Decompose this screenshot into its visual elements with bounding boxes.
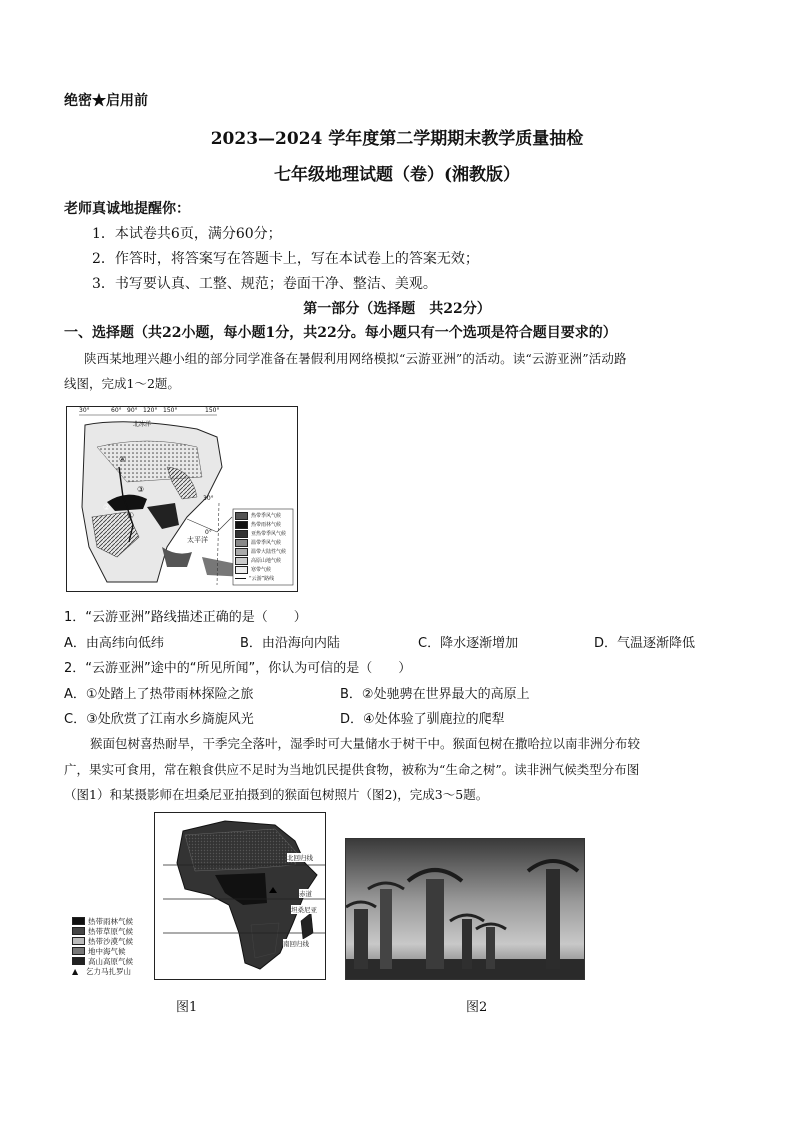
lon-label: 150°	[205, 407, 220, 414]
passage-line: 陕西某地理兴趣小组的部分同学准备在暑假利用网络模拟“云游亚洲”的活动。读“云游亚洲”活动路	[84, 351, 627, 366]
answer-option[interactable]: B．②处驰骋在世界最大的高原上	[340, 687, 530, 702]
route-marker: ③	[137, 485, 145, 494]
notice-item: 3．书写要认真、工整、规范；卷面干净、整洁、美观。	[92, 276, 437, 292]
notice-item: 1．本试卷共6页，满分60分；	[92, 226, 282, 242]
question-stem: 1．“云游亚洲”路线描述正确的是（ ）	[64, 610, 307, 625]
passage-line: （图1）和某摄影师在坦桑尼亚拍摄到的猴面包树照片（图2)，完成3～5题。	[64, 787, 489, 802]
exam-title: 2023—2024 学年度第二学期期末教学质量抽检	[210, 129, 584, 149]
figure-caption: 图1	[176, 1000, 198, 1015]
legend-label: 热带沙漠气候	[88, 936, 133, 946]
passage-line: 线图，完成1～2题。	[64, 376, 180, 391]
answer-option[interactable]: A．①处踏上了热带雨林探险之旅	[64, 687, 254, 702]
legend-item	[72, 946, 133, 956]
lat-label: 30°	[203, 495, 214, 502]
equator-label: 赤道	[299, 890, 312, 898]
route-marker: ①	[127, 511, 135, 520]
legend-label: 地中海气候	[88, 946, 126, 956]
part-title: 第一部分（选择题 共22分）	[303, 301, 491, 317]
africa-climate-map	[154, 812, 326, 980]
legend-label: 热带季风气候	[251, 513, 282, 519]
notice-heading: 老师真诚地提醒你：	[64, 201, 190, 217]
exam-subtitle: 七年级地理试题（卷）(湘教版）	[273, 165, 521, 185]
legend-label: 寒带气候	[251, 567, 272, 573]
legend-item	[72, 916, 133, 926]
legend-item	[235, 574, 286, 583]
tropic-of-cancer-label: 北回归线	[287, 854, 313, 862]
legend-label: 热带草原气候	[88, 926, 133, 936]
legend-label: 高山高原气候	[88, 956, 133, 966]
question-stem: 2．“云游亚洲”途中的“所见所闻”，你认为可信的是（ ）	[64, 661, 412, 676]
legend-label: 温带大陆性气候	[251, 549, 287, 555]
legend-swatch	[235, 512, 248, 520]
legend-swatch	[72, 917, 85, 925]
legend-item	[235, 538, 286, 547]
answer-option[interactable]: C．降水逐渐增加	[418, 636, 519, 651]
legend-swatch	[235, 548, 248, 556]
legend-swatch	[235, 530, 248, 538]
route-marker: ②	[103, 503, 111, 512]
legend-label: 温带季风气候	[251, 540, 282, 546]
asia-route-map	[66, 406, 298, 592]
route-line-swatch	[235, 578, 246, 579]
legend-swatch	[235, 521, 248, 529]
legend-swatch	[72, 927, 85, 935]
route-marker: ④	[119, 455, 127, 464]
legend-swatch	[235, 557, 248, 565]
answer-option[interactable]: C．③处欣赏了江南水乡旖旎风光	[64, 712, 254, 727]
legend-item	[72, 966, 133, 976]
lon-label: 120°	[143, 407, 158, 414]
figure-caption: 图2	[466, 1000, 488, 1015]
lon-label: 30°	[79, 407, 90, 414]
legend-swatch	[235, 566, 248, 574]
legend-swatch	[235, 539, 248, 547]
passage-line: 广，果实可食用，常在粮食供应不足时为当地饥民提供食物，被称为“生命之树”。读非洲气候类型分布图	[64, 762, 640, 777]
legend-item	[235, 565, 286, 574]
lon-label: 60°	[111, 407, 122, 414]
baobab-photo-graphic	[346, 839, 584, 979]
legend-label: 热带雨林气候	[88, 916, 133, 926]
lon-label: 150°	[163, 407, 178, 414]
triangle-icon: ▲	[72, 966, 79, 976]
legend-label: 热带雨林气候	[251, 522, 282, 528]
answer-option[interactable]: D．气温逐渐降低	[594, 636, 696, 651]
arctic-ocean-label: 北冰洋	[133, 421, 152, 428]
tropic-of-capricorn-label: 南回归线	[283, 940, 309, 948]
asia-map-legend	[235, 511, 286, 583]
answer-option[interactable]: B．由沿海向内陆	[240, 636, 340, 651]
legend-label: 亚热带季风气候	[251, 531, 287, 537]
africa-map-legend	[72, 916, 133, 976]
legend-label: 高原山地气候	[251, 558, 282, 564]
legend-item	[235, 529, 286, 538]
pacific-ocean-label: 太平洋	[187, 536, 208, 544]
baobab-photo	[345, 838, 585, 980]
legend-label: 乞力马扎罗山	[86, 966, 131, 976]
answer-option[interactable]: D．④处体验了驯鹿拉的爬犁	[340, 712, 505, 727]
legend-item	[235, 511, 286, 520]
passage-line: 猴面包树喜热耐旱，干季完全落叶，湿季时可大量储水于树干中。猴面包树在撒哈拉以南非洲分布较	[90, 736, 641, 751]
tanzania-label: 坦桑尼亚	[291, 906, 317, 914]
legend-swatch	[72, 937, 85, 945]
legend-item	[72, 956, 133, 966]
lon-label: 90°	[127, 407, 138, 414]
legend-item	[72, 926, 133, 936]
legend-item	[235, 547, 286, 556]
answer-option[interactable]: A．由高纬向低纬	[64, 636, 164, 651]
notice-item: 2．作答时，将答案写在答题卡上，写在本试卷上的答案无效；	[92, 251, 479, 267]
section-heading: 一、选择题（共22小题，每小题1分，共22分。每小题只有一个选项是符合题目要求的）	[64, 325, 617, 341]
legend-item	[72, 936, 133, 946]
legend-label: “云游”路线	[249, 576, 275, 582]
legend-item	[235, 520, 286, 529]
lat-label: 0°	[205, 529, 212, 536]
legend-item	[235, 556, 286, 565]
confidential-mark: 绝密★启用前	[64, 93, 148, 109]
legend-swatch	[72, 947, 85, 955]
legend-swatch	[72, 957, 85, 965]
